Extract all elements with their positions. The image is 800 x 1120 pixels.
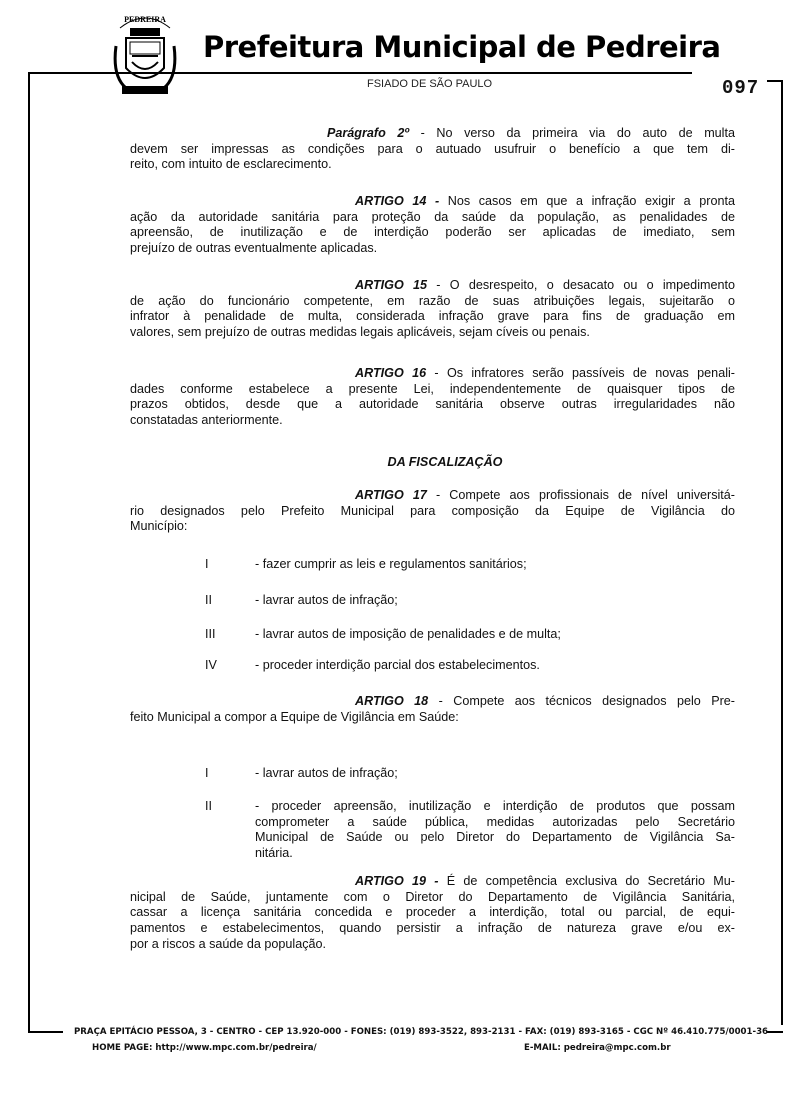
frame-border (767, 80, 783, 82)
article-text: - Os infratores serão passíveis de novas penali- (426, 366, 735, 380)
frame-border (767, 1031, 783, 1033)
paragraph-line: de ação do funcionário competente, em razão de suas atribuições legais, sujeitarão o (130, 293, 735, 308)
paragraph-line (355, 694, 735, 709)
footer-email: E-MAIL: pedreira@mpc.com.br (524, 1043, 671, 1053)
item-numeral: II (205, 593, 212, 607)
item-numeral: III (205, 627, 216, 641)
article-text: - No verso da primeira via do auto de multa (409, 126, 735, 140)
article-label: ARTIGO 17 (355, 488, 427, 502)
paragraph-line: Município: (130, 519, 188, 534)
paragraph-line: por a riscos a saúde da população. (130, 936, 327, 951)
item-numeral: IV (205, 658, 217, 672)
paragraph-line: nicipal de Saúde, juntamente com o Diretor do Departamento de Vigilância Sanitária, (130, 889, 735, 904)
paragraph-line: rio designados pelo Prefeito Municipal para composição da Equipe de Vigilância do (130, 503, 735, 518)
article-label: ARTIGO 19 - (355, 874, 439, 888)
paragraph-line: pamentos e estabelecimentos, quando persistir a infração de natureza grave e/ou ex- (130, 921, 735, 936)
paragraph-line: apreensão, de inutilização e de interdição poderão ser aplicadas de imediato, sem (130, 225, 735, 240)
frame-border (28, 72, 178, 74)
article-text: Nos casos em que a infração exigir a pronta (439, 194, 735, 208)
item-numeral: I (205, 766, 209, 780)
article-label: ARTIGO 14 - (355, 194, 440, 208)
item-numeral: I (205, 557, 209, 571)
paragraph-line (355, 366, 735, 381)
article-label: Parágrafo 2º (327, 126, 409, 140)
paragraph-line: infrator à penalidade de multa, considerada infração grave para fins de graduação em (130, 309, 735, 324)
article-label: ARTIGO 15 (355, 278, 428, 292)
item-numeral: II (205, 799, 212, 813)
paragraph-line: constatadas anteriormente. (130, 413, 283, 428)
paragraph-line (355, 194, 735, 209)
paragraph-line (355, 488, 735, 503)
paragraph-line (355, 874, 735, 889)
paragraph-line: dades conforme estabelece a presente Lei, independentemente de quaisquer tipos de (130, 381, 735, 396)
paragraph-line: devem ser impressas as condições para o autuado usufruir o benefício a que tem di- (130, 141, 735, 156)
footer-homepage: HOME PAGE: http://www.mpc.com.br/pedreira/ (92, 1043, 317, 1053)
item-text: - fazer cumprir as leis e regulamentos sanitários; (255, 557, 527, 571)
municipal-crest-logo (112, 6, 178, 102)
paragraph-line: cassar a licença sanitária concedida e proceder a interdição, total ou parcial, de equi- (130, 905, 735, 920)
item-text: - lavrar autos de imposição de penalidades e de multa; (255, 627, 561, 641)
section-heading: DA FISCALIZAÇÃO (387, 455, 503, 469)
article-text: - O desrespeito, o desacato ou o impedimento (427, 278, 735, 292)
article-text: - Compete aos profissionais de nível universitá- (426, 488, 735, 502)
item-text: - lavrar autos de infração; (255, 593, 398, 607)
paragraph-line: prazos obtidos, desde que a autoridade sanitária observe outras irregularidades não (130, 397, 735, 412)
footer-address: PRAÇA EPITÁCIO PESSOA, 3 - CENTRO - CEP 13.920-000 - FONES: (019) 893-3522, 893-2131 - FAX: (019) 893-3165 - CGC Nº 46.410.775/0001-36 (74, 1027, 769, 1037)
item-text: Municipal de Saúde ou pelo Diretor do Departamento de Vigilância Sa- (255, 830, 735, 845)
paragraph-line: feito Municipal a compor a Equipe de Vigilância em Saúde: (130, 709, 459, 724)
paragraph-line: ação da autoridade sanitária para proteção da saúde da população, as penalidades de (130, 209, 735, 224)
article-label: ARTIGO 16 (355, 366, 427, 380)
article-text: - Compete aos técnicos designados pelo Pre- (428, 694, 735, 708)
page-number: 097 (722, 77, 760, 99)
header-rule (177, 72, 692, 74)
item-text: - lavrar autos de infração; (255, 766, 398, 780)
item-text: - proceder apreensão, inutilização e interdição de produtos que possam (255, 799, 735, 813)
frame-border (781, 80, 783, 1025)
frame-border (28, 1031, 63, 1033)
item-text: comprometer a saúde pública, medidas autorizadas pelo Secretário (255, 814, 735, 829)
paragraph-line: reito, com intuito de esclarecimento. (130, 157, 332, 172)
paragraph-line: prejuízo de outras eventualmente aplicadas. (130, 241, 378, 256)
svg-text:PEDREIRA: PEDREIRA (124, 15, 166, 24)
item-text: - proceder interdição parcial dos estabelecimentos. (255, 658, 540, 672)
header-subtitle: FSIADO DE SÃO PAULO (367, 78, 493, 90)
paragraph-line (355, 278, 735, 293)
paragraph-line: valores, sem prejuízo de outras medidas legais aplicáveis, sejam cíveis ou penais. (130, 325, 590, 340)
item-text: nitária. (255, 846, 293, 861)
header-title: Prefeitura Municipal de Pedreira (203, 30, 721, 64)
article-label: ARTIGO 18 (355, 694, 429, 708)
article-text: É de competência exclusiva do Secretário Mu- (438, 874, 735, 888)
frame-border (28, 72, 30, 1032)
paragraph-line (327, 126, 735, 141)
